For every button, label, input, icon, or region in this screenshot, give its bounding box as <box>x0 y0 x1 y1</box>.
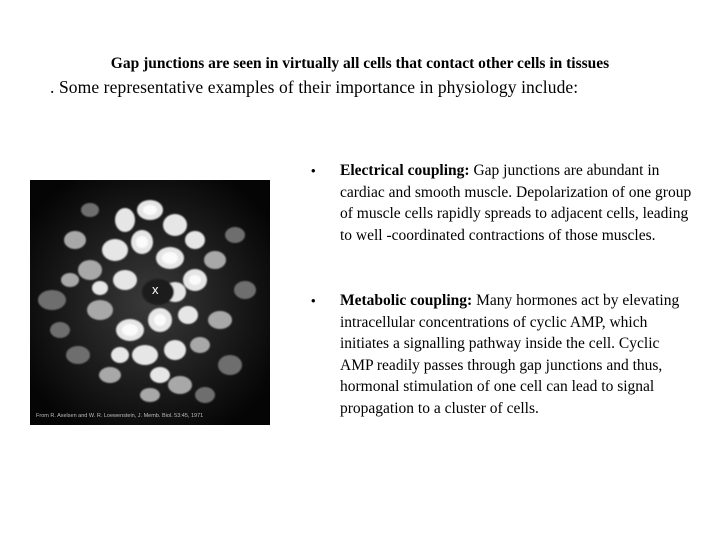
cell-marker-label: x <box>152 282 159 297</box>
bullet-term: Metabolic coupling: <box>340 292 473 309</box>
bullet-electrical-coupling <box>300 160 695 246</box>
bullet-dot-icon: • <box>311 293 316 308</box>
bullet-term: Electrical coupling: <box>340 162 470 179</box>
figure-credit: From R. Axelsen and W. R. Loewenstein, J. Memb. Biol. 53:45, 1971 <box>36 413 204 419</box>
micrograph-image <box>30 180 270 425</box>
title-line-2: . Some representative examples of their importance in physiology include: <box>50 77 579 97</box>
bullet-text: Many hormones act by elevating intracellular concentrations of cyclic AMP, which initiates a signalling pathway inside the cell. Cyclic AMP readily passes through gap junctions and thus, hormonal stimulation of one cell can lead to signal propagation to a cluster of cells. <box>340 292 680 417</box>
cell-micrograph <box>30 180 270 425</box>
bullet-metabolic-coupling <box>300 290 695 419</box>
bullet-dot-icon: • <box>311 163 316 178</box>
bullet-text: Gap junctions are abundant in cardiac and smooth muscle. Depolarization of one group of muscle cells rapidly spreads to adjacent cells, leading to well -coordinated contractions of those muscles. <box>340 162 692 244</box>
bullet-list <box>300 160 695 419</box>
title-line-1: Gap junctions are seen in virtually all cells that contact other cells in tissues <box>110 55 610 72</box>
